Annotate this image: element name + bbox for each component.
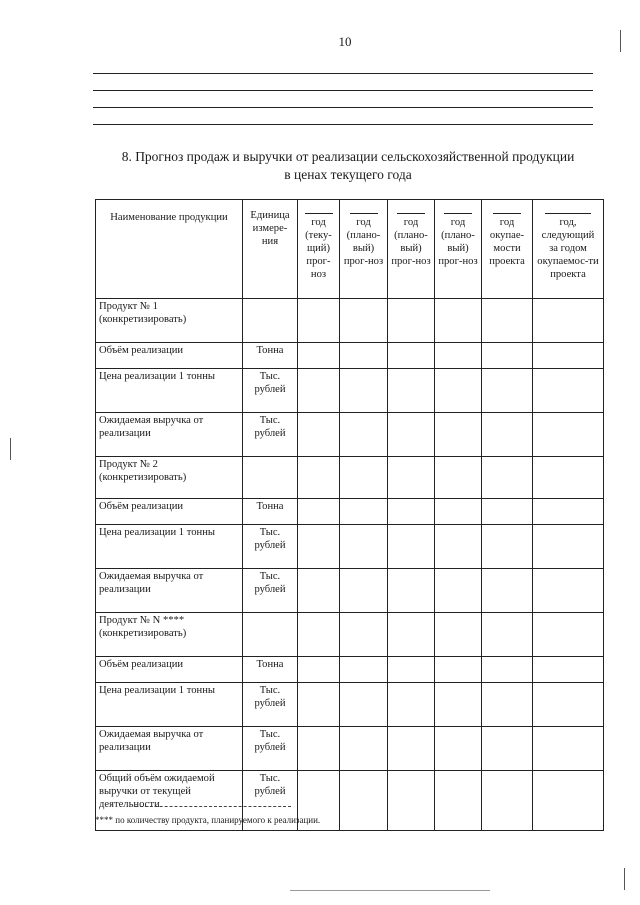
value-cell[interactable]: [298, 727, 340, 771]
row-name-cell: Объём реализации: [96, 499, 243, 525]
value-cell[interactable]: [340, 525, 388, 569]
value-cell[interactable]: [388, 727, 435, 771]
header-year-planned-1: год (плано-вый) прог-ноз: [340, 200, 388, 299]
row-name-cell: Цена реализации 1 тонны: [96, 683, 243, 727]
value-cell[interactable]: [340, 499, 388, 525]
value-cell[interactable]: [298, 525, 340, 569]
table-row: [96, 457, 604, 499]
value-cell[interactable]: [435, 525, 482, 569]
value-cell[interactable]: [298, 369, 340, 413]
row-name-cell: Объём реализации: [96, 343, 243, 369]
row-name-cell: Продукт № N **** (конкретизировать): [96, 613, 243, 657]
value-cell[interactable]: [340, 771, 388, 831]
value-cell[interactable]: [435, 771, 482, 831]
value-cell[interactable]: [482, 369, 533, 413]
year-blank: [493, 213, 521, 214]
value-cell[interactable]: [533, 413, 604, 457]
value-cell[interactable]: [340, 413, 388, 457]
value-cell[interactable]: [298, 683, 340, 727]
value-cell[interactable]: [435, 613, 482, 657]
value-cell[interactable]: [435, 683, 482, 727]
year-blank: [305, 213, 333, 214]
year-blank: [397, 213, 425, 214]
footnote-rule: [135, 806, 291, 807]
value-cell[interactable]: [298, 413, 340, 457]
row-unit-cell: Тыс. рублей: [243, 413, 298, 457]
row-name-cell: Ожидаемая выручка от реализации: [96, 569, 243, 613]
table-row: [96, 569, 604, 613]
row-name-cell: Цена реализации 1 тонны: [96, 369, 243, 413]
blank-line-3: [93, 107, 593, 108]
value-cell[interactable]: [482, 457, 533, 499]
value-cell[interactable]: [533, 525, 604, 569]
value-cell[interactable]: [482, 657, 533, 683]
table-row: [96, 499, 604, 525]
scan-mark-bottom: [290, 890, 490, 891]
row-unit-cell: [243, 299, 298, 343]
value-cell[interactable]: [533, 771, 604, 831]
row-unit-cell: Тыс. рублей: [243, 525, 298, 569]
table-row: [96, 727, 604, 771]
row-name-cell: Объём реализации: [96, 657, 243, 683]
value-cell[interactable]: [533, 343, 604, 369]
row-name-cell: Продукт № 2 (конкретизировать): [96, 457, 243, 499]
value-cell[interactable]: [388, 613, 435, 657]
value-cell[interactable]: [388, 499, 435, 525]
header-year-planned-3: год (плано-вый) прог-ноз: [435, 200, 482, 299]
value-cell[interactable]: [533, 657, 604, 683]
value-cell[interactable]: [435, 727, 482, 771]
value-cell[interactable]: [388, 369, 435, 413]
row-unit-cell: Тыс. рублей: [243, 683, 298, 727]
row-name-cell: Ожидаемая выручка от реализации: [96, 727, 243, 771]
table-row: [96, 299, 604, 343]
row-name-cell: Общий объём ожидаемой выручки от текущей деятельности: [96, 771, 243, 831]
year-blank: [350, 213, 378, 214]
table-row: [96, 525, 604, 569]
table-row: [96, 413, 604, 457]
value-cell[interactable]: [388, 771, 435, 831]
value-cell[interactable]: [340, 727, 388, 771]
value-cell[interactable]: [340, 369, 388, 413]
year-blank: [444, 213, 472, 214]
value-cell[interactable]: [533, 457, 604, 499]
value-cell[interactable]: [482, 525, 533, 569]
page-number: 10: [338, 34, 352, 49]
blank-line-4: [93, 124, 593, 125]
row-name-cell: Ожидаемая выручка от реализации: [96, 413, 243, 457]
table-row: [96, 657, 604, 683]
value-cell[interactable]: [482, 727, 533, 771]
row-unit-cell: Тыс. рублей: [243, 727, 298, 771]
value-cell[interactable]: [482, 569, 533, 613]
section-title: [88, 148, 608, 184]
value-cell[interactable]: [388, 299, 435, 343]
value-cell[interactable]: [482, 613, 533, 657]
value-cell[interactable]: [388, 343, 435, 369]
header-name: Наименование продукции: [96, 200, 243, 299]
value-cell[interactable]: [388, 457, 435, 499]
value-cell[interactable]: [340, 657, 388, 683]
blank-line-2: [93, 90, 593, 91]
value-cell[interactable]: [298, 499, 340, 525]
value-cell[interactable]: [388, 525, 435, 569]
table-row: [96, 683, 604, 727]
table-body: [96, 299, 604, 831]
value-cell[interactable]: [482, 343, 533, 369]
value-cell[interactable]: [298, 657, 340, 683]
value-cell[interactable]: [435, 413, 482, 457]
value-cell[interactable]: [482, 413, 533, 457]
value-cell[interactable]: [340, 299, 388, 343]
value-cell[interactable]: [533, 499, 604, 525]
value-cell[interactable]: [388, 569, 435, 613]
row-name-cell: Цена реализации 1 тонны: [96, 525, 243, 569]
row-unit-cell: Тонна: [243, 343, 298, 369]
section-title-line-2: в ценах текущего года: [284, 167, 412, 182]
row-name-cell: Продукт № 1 (конкретизировать): [96, 299, 243, 343]
value-cell[interactable]: [298, 343, 340, 369]
year-blank: [545, 213, 591, 214]
header-year-after-payback: год, следующий за годом окупаемос-ти проекта: [533, 200, 604, 299]
header-year-planned-2: год (плано-вый) прог-ноз: [388, 200, 435, 299]
scan-mark-bottom-right: [624, 868, 625, 890]
value-cell[interactable]: [435, 369, 482, 413]
scan-mark-top-right: [620, 30, 621, 52]
value-cell[interactable]: [298, 569, 340, 613]
value-cell[interactable]: [298, 613, 340, 657]
value-cell[interactable]: [482, 499, 533, 525]
value-cell[interactable]: [435, 299, 482, 343]
value-cell[interactable]: [388, 683, 435, 727]
row-unit-cell: Тонна: [243, 499, 298, 525]
header-row: [96, 200, 604, 299]
value-cell[interactable]: [533, 569, 604, 613]
value-cell[interactable]: [482, 771, 533, 831]
footnote: **** по количеству продукта, планируемого к реализации.: [95, 815, 321, 825]
row-unit-cell: [243, 457, 298, 499]
header-year-payback: год окупае-мости проекта: [482, 200, 533, 299]
value-cell[interactable]: [298, 457, 340, 499]
value-cell[interactable]: [533, 683, 604, 727]
value-cell[interactable]: [435, 569, 482, 613]
value-cell[interactable]: [388, 657, 435, 683]
row-unit-cell: Тыс. рублей: [243, 771, 298, 831]
sales-forecast-table: [95, 199, 604, 831]
value-cell[interactable]: [435, 457, 482, 499]
value-cell[interactable]: [340, 613, 388, 657]
header-year-current: год (теку-щий) прог-ноз: [298, 200, 340, 299]
value-cell[interactable]: [340, 457, 388, 499]
value-cell[interactable]: [340, 683, 388, 727]
value-cell[interactable]: [298, 299, 340, 343]
value-cell[interactable]: [482, 299, 533, 343]
value-cell[interactable]: [435, 343, 482, 369]
value-cell[interactable]: [435, 499, 482, 525]
row-unit-cell: Тыс. рублей: [243, 369, 298, 413]
value-cell[interactable]: [435, 657, 482, 683]
row-unit-cell: Тыс. рублей: [243, 569, 298, 613]
value-cell[interactable]: [533, 369, 604, 413]
value-cell[interactable]: [533, 299, 604, 343]
value-cell[interactable]: [533, 613, 604, 657]
table-row: [96, 343, 604, 369]
value-cell[interactable]: [388, 413, 435, 457]
table-row: [96, 369, 604, 413]
value-cell[interactable]: [340, 569, 388, 613]
scan-mark-left: [10, 438, 11, 460]
row-unit-cell: Тонна: [243, 657, 298, 683]
row-unit-cell: [243, 613, 298, 657]
table-row: [96, 613, 604, 657]
value-cell[interactable]: [340, 343, 388, 369]
value-cell[interactable]: [482, 683, 533, 727]
value-cell[interactable]: [533, 727, 604, 771]
section-title-line-1: 8. Прогноз продаж и выручки от реализации сельскохозяйственной продукции: [121, 149, 575, 164]
header-unit: Единица измере-ния: [243, 200, 298, 299]
blank-line-1: [93, 73, 593, 74]
